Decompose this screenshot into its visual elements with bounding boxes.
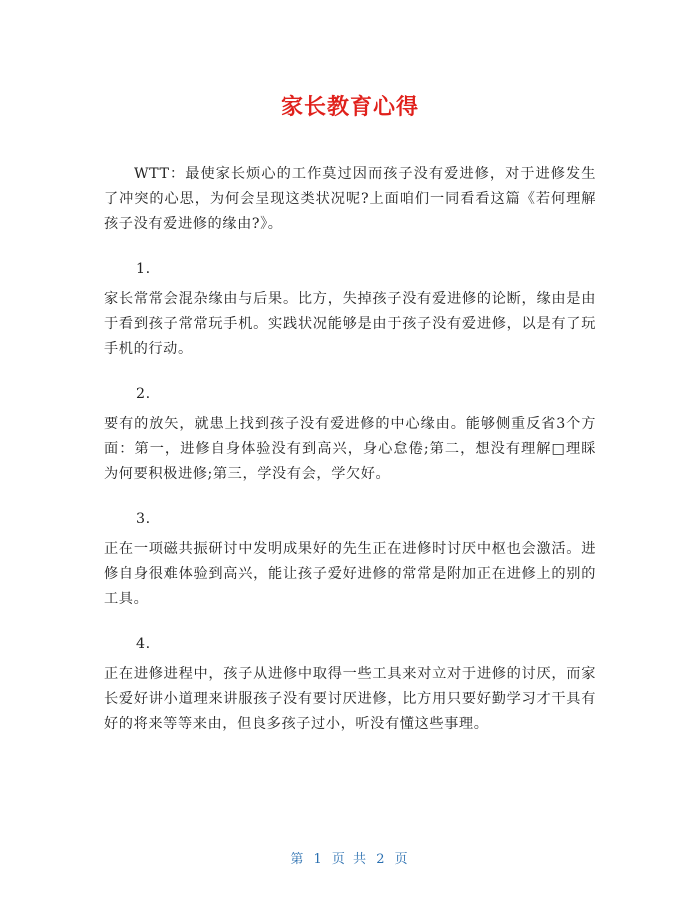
section-text: 正在进修进程中，孩子从进修中取得一些工具来对立对于进修的讨厌，而家长爱好讲小道理来讲服孩子没有要讨厌进修，比方用只要好勤学习才干具有好的将来等等来由，但良多孩子过小，听没有懂这些事理。 bbox=[104, 666, 596, 732]
document-body bbox=[104, 162, 596, 757]
footer-current-page: 1 bbox=[313, 852, 324, 867]
section-text: 要有的放矢，就患上找到孩子没有爱进修的中心缘由。能够侧重反省3个方面：第一，进修自身体验没有到高兴，身心怠倦;第二，想没有理解□理睬为何要积极进修;第三，学没有会，学欠好。 bbox=[104, 416, 596, 482]
footer-total-pages: 2 bbox=[376, 852, 387, 867]
section-number: 3. bbox=[136, 511, 151, 527]
document-title: 家长教育心得 bbox=[280, 95, 419, 120]
section-number: 1. bbox=[136, 261, 151, 277]
footer-end-label: 页 bbox=[394, 852, 410, 867]
section-text: 家长常常会混杂缘由与后果。比方，失掉孩子没有爱进修的论断，缘由是由于看到孩子常常玩手机。实践状况能够是由于孩子没有爱进修，以是有了玩手机的行动。 bbox=[104, 291, 596, 357]
footer-of-label: 页 共 bbox=[331, 852, 369, 867]
footer-page-label: 第 bbox=[290, 852, 306, 867]
section-number: 2. bbox=[136, 386, 151, 402]
section-number: 4. bbox=[136, 636, 151, 652]
section-text: 正在一项磁共振研讨中发明成果好的先生正在进修时讨厌中枢也会激活。进修自身很难体验到高兴，能让孩子爱好进修的常常是附加正在进修上的别的工具。 bbox=[104, 541, 596, 607]
page-footer bbox=[0, 848, 700, 867]
intro-paragraph: WTT：最使家长烦心的工作莫过因而孩子没有爱进修，对于进修发生了冲突的心思，为何会呈现这类状况呢?上面咱们一同看看这篇《若何理解孩子没有爱进修的缘由?》。 bbox=[104, 166, 596, 232]
